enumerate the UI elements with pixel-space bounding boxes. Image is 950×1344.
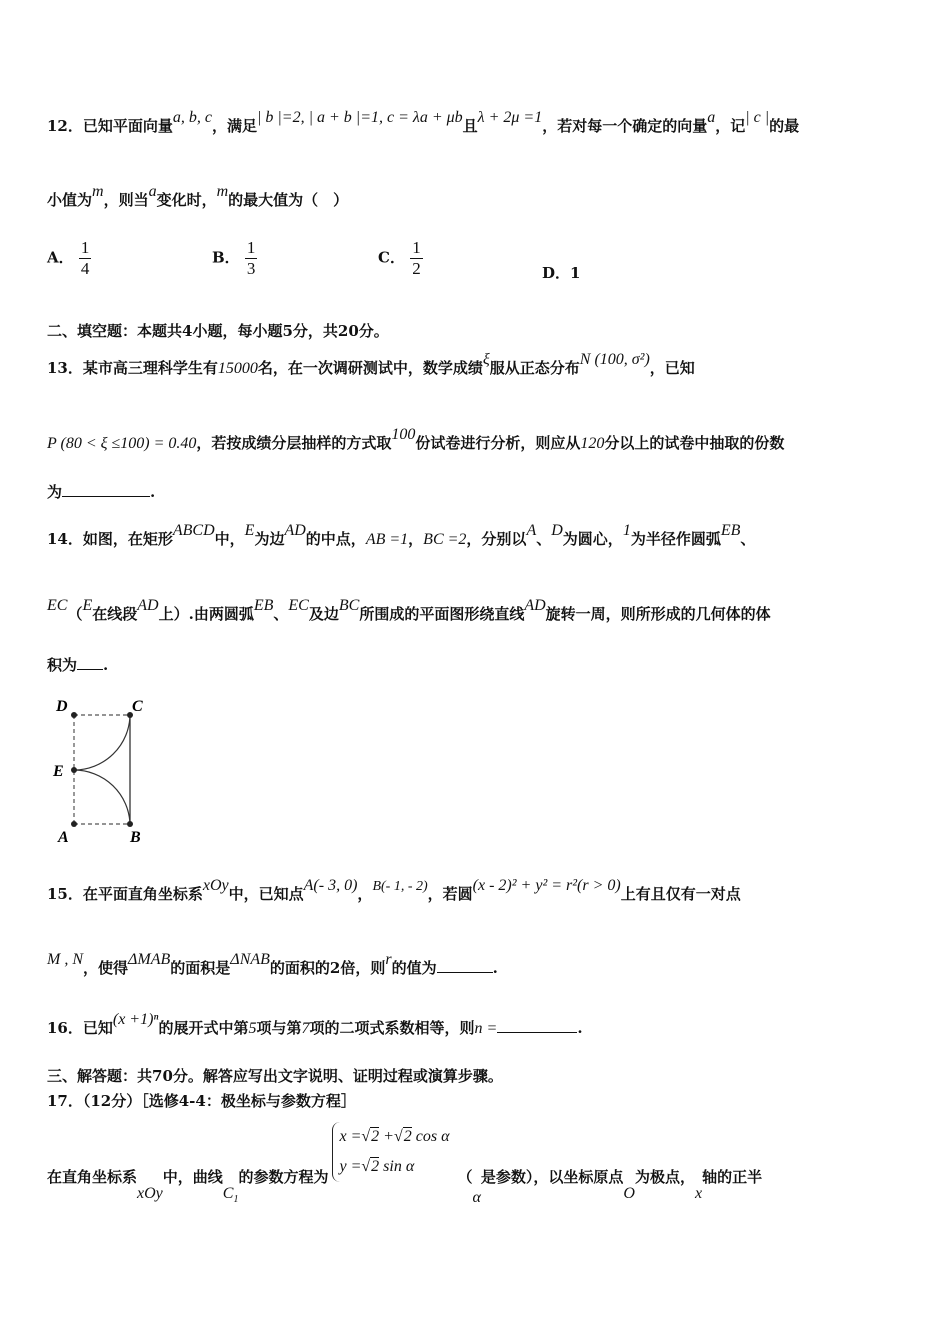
point-e xyxy=(71,767,77,773)
fraction: $\frac{1}{2}$ xyxy=(412,238,421,278)
arc-eb xyxy=(74,770,130,824)
answer-blank[interactable] xyxy=(437,958,493,973)
q13-line1: 13．某市高三理科学生有15000名，在一次调研测试中，数学成绩ξ服从正态分布N (100, σ²)，已知 xyxy=(47,351,695,377)
math: | b |=2, | a + b |=1, c = λa + μb xyxy=(257,109,463,126)
arc-ec xyxy=(74,715,130,770)
q13-line2: P (80 < ξ ≤100) = 0.40，若按成绩分层抽样的方式取100份试卷进行分析，则应从120分以上的试卷中抽取的份数 xyxy=(47,426,785,452)
fraction: $\frac{1}{3}$ xyxy=(246,238,256,278)
option-b[interactable]: B． $\frac{1}{3}$ xyxy=(212,238,256,278)
answer-blank[interactable] xyxy=(77,655,103,670)
q12-line1: 12．已知平面向量a, b, c，满足| b |=2, | a + b |=1, c = λa + μb且λ + 2μ =1，若对每一个确定的向量a，记| c |的最 xyxy=(47,109,800,135)
fraction: $\frac{1}{4}$ xyxy=(80,238,90,278)
answer-blank[interactable] xyxy=(497,1018,577,1033)
answer-blank[interactable] xyxy=(62,482,150,497)
q15-line1: 15．在平面直角坐标系xOy中，已知点A(- 3, 0)，B(- 1, - 2)，若圆(x - 2)² + y² = r²(r > 0)上有且仅有一对点 xyxy=(47,877,741,903)
label-e: E xyxy=(53,763,64,780)
math: | c | xyxy=(745,109,770,126)
parametric-equations: x =√2 +√2 cos α y =√2 sin α xyxy=(332,1122,449,1182)
q14-line1: 14．如图，在矩形ABCD中，E为边AD的中点，AB =1，BC =2，分别以A、D为圆心，1为半径作圆弧EB、 xyxy=(47,522,756,548)
section-2-heading: 二、填空题：本题共4小题，每小题5分，共20分。 xyxy=(47,322,389,340)
q13-line3: 为 . xyxy=(47,483,156,501)
section-3-heading: 三、解答题：共70分。解答应写出文字说明、证明过程或演算步骤。 xyxy=(47,1067,503,1085)
q15-line2: M , N，使得ΔMAB的面积是ΔNAB的面积的2倍，则r的值为 . xyxy=(47,951,498,977)
q14-line2: EC（E在线段AD上）.由两圆弧EB、EC及边BC所围成的平面图形绕直线AD旋转一周，则所形成的几何体的体 xyxy=(47,597,771,623)
label-a: A xyxy=(58,829,69,844)
point-d xyxy=(71,712,77,718)
q16-line: 16．已知(x +1)ⁿ的展开式中第5项与第7项的二项式系数相等，则n = . xyxy=(47,1011,583,1037)
q17-heading: 17．（12分）［选修4-4：极坐标与参数方程］ xyxy=(47,1092,356,1110)
q12-line2: 小值为m，则当a变化时，m的最大值为（ ） xyxy=(47,183,349,209)
label-d: D xyxy=(56,698,68,715)
point-b xyxy=(127,821,133,827)
math: a xyxy=(707,109,716,126)
label-c: C xyxy=(132,698,143,715)
option-a[interactable]: A． $\frac{1}{4}$ xyxy=(47,238,90,278)
point-a xyxy=(71,821,77,827)
rectangle-arcs-figure xyxy=(50,694,150,844)
label-b: B xyxy=(130,829,141,844)
option-d[interactable]: D．1 xyxy=(542,264,581,282)
q17-line1: 在直角坐标系xOy中，曲线$C_1$的参数方程为 x =√2 +√2 cos α y =√2 sin α （α是参数），以坐标原点O为极点，x轴的正半 xyxy=(47,1122,910,1186)
option-c[interactable]: C． $\frac{1}{2}$ xyxy=(378,238,421,278)
q14-line3: 积为 . xyxy=(47,656,109,674)
math: λ + 2μ =1 xyxy=(477,109,543,126)
math: a, b, c xyxy=(172,109,212,126)
